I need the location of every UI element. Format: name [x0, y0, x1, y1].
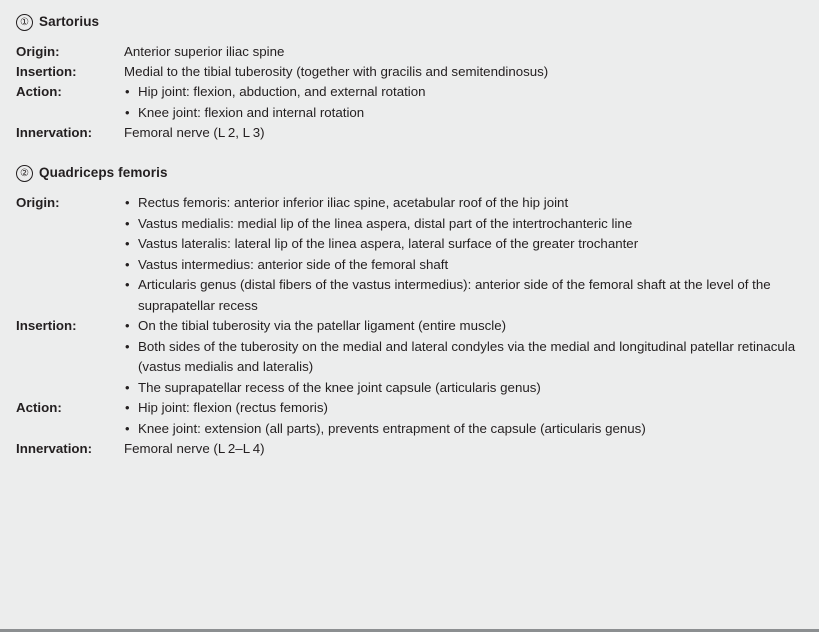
muscle-title-quadriceps-femoris — [16, 165, 803, 183]
table-row — [16, 439, 803, 459]
muscle-entry-quadriceps-femoris — [16, 165, 803, 459]
insertion-text: Medial to the tibial tuberosity (together with gracilis and semitendinosus) — [124, 64, 549, 79]
list-item: • Hip joint: flexion, abduction, and external rotation — [124, 82, 803, 103]
origin-list — [124, 193, 803, 316]
origin-label: Origin: — [16, 195, 60, 210]
muscle-number-badge: ① — [16, 14, 33, 31]
insertion-label: Insertion: — [16, 64, 77, 79]
muscle-number-badge: ② — [16, 165, 33, 182]
insertion-value — [124, 316, 803, 398]
innervation-label: Innervation: — [16, 125, 93, 140]
list-item: • Vastus lateralis: lateral lip of the linea aspera, lateral surface of the greater trochanter — [124, 234, 803, 255]
section-gap — [16, 143, 803, 165]
table-row — [16, 82, 803, 123]
action-value — [124, 82, 803, 123]
action-list — [124, 82, 803, 123]
insertion-label: Insertion: — [16, 318, 77, 333]
insertion-list — [124, 316, 803, 398]
innervation-label: Innervation: — [16, 441, 93, 456]
innervation-text: Femoral nerve (L 2–L 4) — [124, 441, 265, 456]
muscle-attributes-table-quadriceps — [16, 193, 803, 459]
list-item: • Both sides of the tuberosity on the medial and lateral condyles via the medial and longitudinal patellar retinacula (vastus medialis and lateralis) — [124, 337, 803, 378]
muscle-title-sartorius — [16, 14, 803, 32]
muscle-entry-sartorius — [16, 14, 803, 143]
list-item: • Knee joint: extension (all parts), prevents entrapment of the capsule (articularis genus) — [124, 419, 803, 440]
table-row — [16, 398, 803, 439]
list-item: • Knee joint: flexion and internal rotation — [124, 103, 803, 124]
muscle-name: Quadriceps femoris — [39, 165, 168, 180]
action-list — [124, 398, 803, 439]
insertion-value — [124, 62, 803, 82]
action-value — [124, 398, 803, 439]
table-row — [16, 123, 803, 143]
origin-value — [124, 193, 803, 316]
action-label: Action: — [16, 400, 62, 415]
list-item: • Articularis genus (distal fibers of the vastus intermedius): anterior side of the femoral shaft at the level of the suprapatellar recess — [124, 275, 803, 316]
origin-label: Origin: — [16, 44, 60, 59]
innervation-value — [124, 123, 803, 143]
origin-value — [124, 42, 803, 62]
list-item: • Vastus medialis: medial lip of the linea aspera, distal part of the intertrochanteric line — [124, 214, 803, 235]
list-item: • Hip joint: flexion (rectus femoris) — [124, 398, 803, 419]
innervation-text: Femoral nerve (L 2, L 3) — [124, 125, 265, 140]
muscle-attributes-table-sartorius — [16, 42, 803, 143]
action-label: Action: — [16, 84, 62, 99]
table-row — [16, 62, 803, 82]
list-item: • The suprapatellar recess of the knee joint capsule (articularis genus) — [124, 378, 803, 399]
table-row — [16, 316, 803, 398]
list-item: • Rectus femoris: anterior inferior iliac spine, acetabular roof of the hip joint — [124, 193, 803, 214]
muscle-name: Sartorius — [39, 14, 100, 29]
table-row — [16, 193, 803, 316]
table-row — [16, 42, 803, 62]
list-item: • Vastus intermedius: anterior side of the femoral shaft — [124, 255, 803, 276]
list-item: • On the tibial tuberosity via the patellar ligament (entire muscle) — [124, 316, 803, 337]
origin-text: Anterior superior iliac spine — [124, 44, 285, 59]
innervation-value — [124, 439, 803, 459]
